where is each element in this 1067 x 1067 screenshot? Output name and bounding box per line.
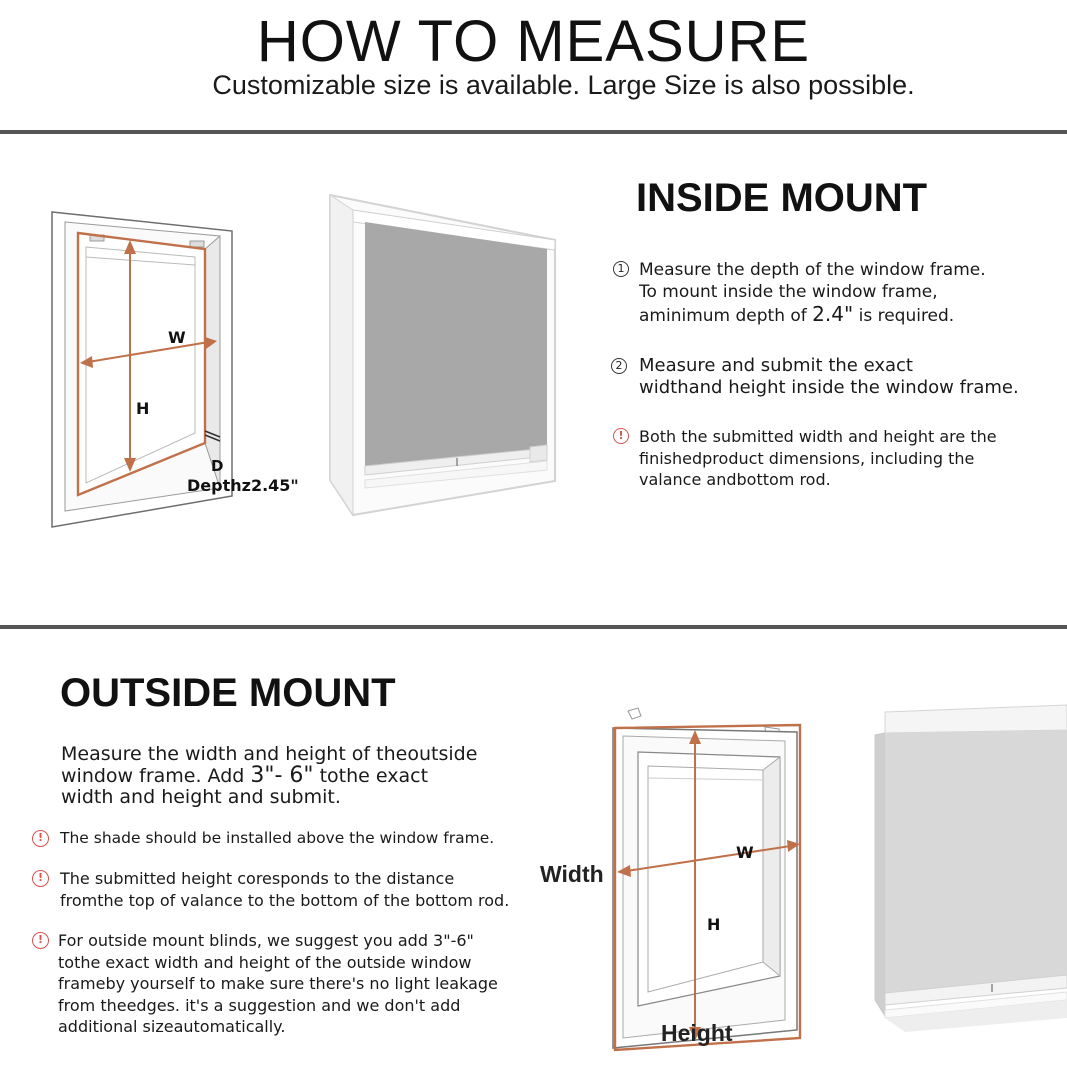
inside-step-2-line-1: Measure and submit the exact <box>639 355 913 376</box>
inside-mount-window-diagram <box>40 205 320 535</box>
outside-note-3-line-4: from theedges. it's a suggestion and we don't add <box>58 995 461 1015</box>
outside-note-2 <box>32 868 542 912</box>
inside-step-1-line-3-suffix: is required. <box>853 306 955 326</box>
outside-height-caption: Height <box>661 1020 733 1046</box>
outside-intro-line-2-suffix: tothe exact <box>313 765 429 787</box>
inside-step-1 <box>613 259 1053 329</box>
inside-mount-heading: INSIDE MOUNT <box>636 176 928 220</box>
page-subtitle: Customizable size is available. Large Size is also possible. <box>212 70 915 100</box>
divider-top <box>0 130 1067 134</box>
inside-mount-shade-illustration <box>315 190 565 525</box>
inside-note-line-2: finishedproduct dimensions, including the <box>639 448 975 468</box>
warning-icon: ! <box>613 428 629 444</box>
inside-width-label: W <box>168 328 186 347</box>
inside-step-1-line-3-prefix: aminimum depth of <box>639 306 813 326</box>
outside-width-caption: Width <box>540 861 604 887</box>
outside-mount-intro <box>61 743 531 807</box>
outside-mount-heading: OUTSIDE MOUNT <box>60 671 396 715</box>
outside-note-3-line-3: frameby yourself to make sure there's no light leakage <box>58 974 498 993</box>
inside-note-line-3: valance andbottom rod. <box>639 470 831 489</box>
outside-add-range-value: 3"- 6" <box>250 763 314 788</box>
outside-intro-line-3: width and height and submit. <box>61 786 341 808</box>
warning-icon: ! <box>32 870 49 887</box>
inside-step-1-line-2: To mount inside the window frame, <box>639 282 938 302</box>
inside-note-line-1: Both the submitted width and height are the <box>639 427 997 446</box>
step-1-marker: 1 <box>613 261 629 277</box>
outside-mount-shade-illustration <box>860 700 1067 1045</box>
outside-note-3-line-1: For outside mount blinds, we suggest you add 3"-6" <box>58 931 474 950</box>
inside-step-2-line-2: widthand height inside the window frame. <box>639 377 1019 398</box>
warning-icon: ! <box>32 830 49 847</box>
outside-note-3-line-5: additional sizeautomatically. <box>58 1017 286 1036</box>
inside-step-2 <box>611 355 1056 403</box>
outside-width-label: W <box>736 843 754 862</box>
outside-intro-line-1: Measure the width and height of theoutside <box>61 743 478 765</box>
step-2-marker: 2 <box>611 358 627 374</box>
inside-height-label: H <box>136 399 150 418</box>
inside-min-depth-value: 2.4" <box>812 302 854 326</box>
inside-depth-label: D <box>211 457 224 475</box>
outside-note-2-line-1: The submitted height coresponds to the distance <box>60 869 455 888</box>
inside-step-1-line-1: Measure the depth of the window frame. <box>639 260 986 280</box>
outside-note-3-line-2: tothe exact width and height of the outside window <box>58 952 472 972</box>
outside-note-1-line-1: The shade should be installed above the window frame. <box>60 829 495 847</box>
outside-note-2-line-2: fromthe top of valance to the bottom of the bottom rod. <box>60 890 510 910</box>
inside-depth-value: Depthz2.45" <box>187 476 299 495</box>
outside-intro-line-2-prefix: window frame. Add <box>61 765 251 787</box>
outside-note-3 <box>32 930 542 1040</box>
warning-icon: ! <box>32 932 49 949</box>
outside-note-1 <box>32 828 542 850</box>
inside-note <box>613 426 1053 496</box>
page-title: HOW TO MEASURE <box>256 9 811 74</box>
outside-height-label: H <box>707 915 721 934</box>
divider-middle <box>0 625 1067 629</box>
